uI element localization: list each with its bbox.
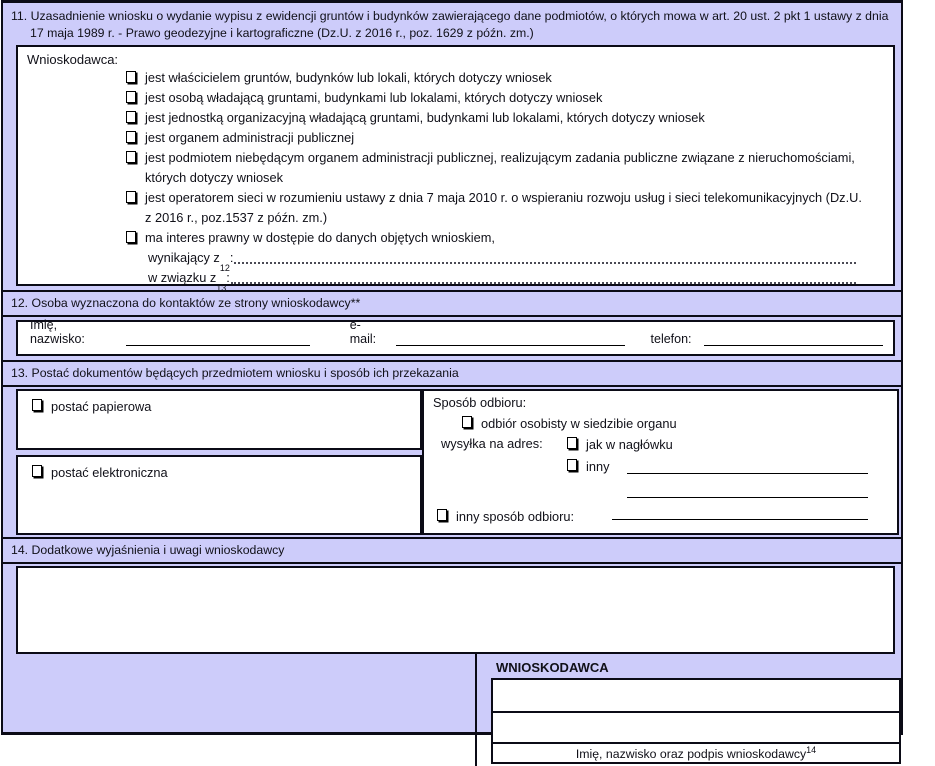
checkbox-address-other[interactable] xyxy=(567,459,577,471)
option-network-operator xyxy=(124,188,871,228)
contact-email-label: e-mail: xyxy=(349,318,377,346)
application-form xyxy=(1,0,903,761)
footnote-14: 14 xyxy=(806,744,817,755)
section14-header xyxy=(3,537,901,564)
address-other-input-line-1[interactable] xyxy=(627,473,868,474)
contact-name-input-line[interactable] xyxy=(126,336,309,346)
paper-form-option xyxy=(30,398,420,415)
checkbox-paper-form[interactable] xyxy=(32,399,42,411)
in-connection-label: w związku z xyxy=(148,270,217,285)
paper-form-label: postać papierowa xyxy=(51,399,152,414)
section11-header-line2: 17 maja 1989 r. - Prawo geodezyjne i kartograficzne (Dz.U. z 2016 r., poz. 1629 z późn. zm.) xyxy=(30,25,534,40)
contact-email-input-line[interactable] xyxy=(396,336,624,346)
option-public-authority xyxy=(124,128,871,148)
signature-box xyxy=(491,678,901,764)
derived-from-input-line[interactable] xyxy=(234,262,856,264)
electronic-form-option xyxy=(30,464,420,481)
option-legal-interest xyxy=(124,228,871,248)
derived-from-colon: : xyxy=(229,250,234,265)
section13-content xyxy=(3,387,901,537)
checkbox-organizational-unit[interactable] xyxy=(126,111,136,123)
contact-phone-input-line[interactable] xyxy=(704,336,883,346)
signature-divider xyxy=(475,654,477,766)
checkbox-owner[interactable] xyxy=(126,71,136,83)
section11-header xyxy=(3,3,901,45)
shipping-label: wysyłka na adres: xyxy=(441,436,543,451)
checkbox-public-task-entity[interactable] xyxy=(126,151,136,163)
option-owner xyxy=(124,68,871,88)
section11-box xyxy=(16,45,895,293)
option-network-operator-label: jest operatorem sieci w rozumieniu ustawy z dnia 7 maja 2010 r. o wspieraniu rozwoju usług i sieci telekomunikacyjnych (Dz.U. z 2016 r., poz.1537 z późn. zm.) xyxy=(145,190,862,225)
checkbox-public-authority[interactable] xyxy=(126,131,136,143)
option-public-authority-label: jest organem administracji publicznej xyxy=(145,130,355,145)
checkbox-network-operator[interactable] xyxy=(126,191,136,203)
checkbox-other-method[interactable] xyxy=(437,509,447,521)
signature-caption xyxy=(493,744,899,761)
option-legal-interest-label: ma interes prawny w dostępie do danych objętych wnioskiem, xyxy=(145,230,495,245)
option-organizational-unit-label: jest jednostką organizacyjną władającą gruntami, budynkami lub lokalami, których dotyczy wniosek xyxy=(145,110,705,125)
section14-header-label: 14. Dodatkowe wyjaśnienia i uwagi wnioskodawcy xyxy=(11,543,285,557)
option-person-in-possession xyxy=(124,88,871,108)
option-person-in-possession-label: jest osobą władającą gruntami, budynkami lub lokalami, których dotyczy wniosek xyxy=(145,90,603,105)
address-as-in-header-label: jak w nagłówku xyxy=(586,437,673,452)
checkbox-pickup[interactable] xyxy=(462,416,472,428)
signature-row-1[interactable] xyxy=(493,680,899,713)
electronic-form-box xyxy=(16,455,422,535)
electronic-form-label: postać elektroniczna xyxy=(51,465,168,480)
delivery-title: Sposób odbioru: xyxy=(433,395,527,410)
contact-name-label: Imię, nazwisko: xyxy=(30,318,85,346)
section12-header-label: 12. Osoba wyznaczona do kontaktów ze strony wnioskodawcy** xyxy=(11,296,361,310)
legal-interest-derived-from-row: wynikający z 12 : xyxy=(148,248,871,268)
other-method-label: inny sposób odbioru: xyxy=(456,509,575,524)
section12-header xyxy=(3,290,901,317)
in-connection-colon: : xyxy=(226,270,230,285)
section13-header-label: 13. Postać dokumentów będących przedmiotem wniosku i sposób ich przekazania xyxy=(11,366,459,380)
option-public-task-entity-label: jest podmiotem niebędącym organem administracji publicznej, realizującym zadania publiczne związane z nieruchomościami, których dotyczy wniosek xyxy=(145,150,855,185)
signature-caption-text: Imię, nazwisko oraz podpis wnioskodawcy xyxy=(575,747,807,761)
address-other-input-line-2[interactable] xyxy=(627,497,868,498)
address-other-option xyxy=(565,458,609,475)
section13-header xyxy=(3,360,901,387)
remarks-box[interactable] xyxy=(16,566,895,654)
checkbox-electronic-form[interactable] xyxy=(32,465,42,477)
applicant-label: Wnioskodawca: xyxy=(27,52,119,67)
option-public-task-entity xyxy=(124,148,871,188)
option-organizational-unit xyxy=(124,108,871,128)
option-owner-label: jest właścicielem gruntów, budynków lub lokali, których dotyczy wniosek xyxy=(145,70,552,85)
checkbox-legal-interest[interactable] xyxy=(126,231,136,243)
signature-area xyxy=(3,654,901,766)
paper-form-box xyxy=(16,389,422,450)
address-other-label: inny xyxy=(586,459,610,474)
contact-phone-label: telefon: xyxy=(650,332,692,346)
address-as-in-header-option xyxy=(565,436,673,453)
signature-row-2[interactable] xyxy=(493,713,899,744)
section12-box xyxy=(16,320,895,356)
other-method-input-line[interactable] xyxy=(612,519,868,520)
pickup-option xyxy=(460,415,677,432)
checkbox-person-in-possession[interactable] xyxy=(126,91,136,103)
derived-from-label: wynikający z xyxy=(148,250,220,265)
section11-header-line1: 11. Uzasadnienie wniosku o wydanie wypisu z ewidencji gruntów i budynków zawierającego dane podmiotów, o których mowa w art. 20 ust. 2 pkt 1 ustawy z dnia xyxy=(11,9,889,23)
in-connection-input-line[interactable] xyxy=(231,282,856,284)
checkbox-address-as-in-header[interactable] xyxy=(567,437,577,449)
delivery-method-box xyxy=(422,389,899,535)
pickup-label: odbiór osobisty w siedzibie organu xyxy=(481,416,677,431)
legal-interest-connection-row: w związku z 13 : xyxy=(148,268,871,288)
signature-title: WNIOSKODAWCA xyxy=(496,660,609,675)
other-method-option xyxy=(435,508,574,525)
applicant-options xyxy=(124,68,871,293)
